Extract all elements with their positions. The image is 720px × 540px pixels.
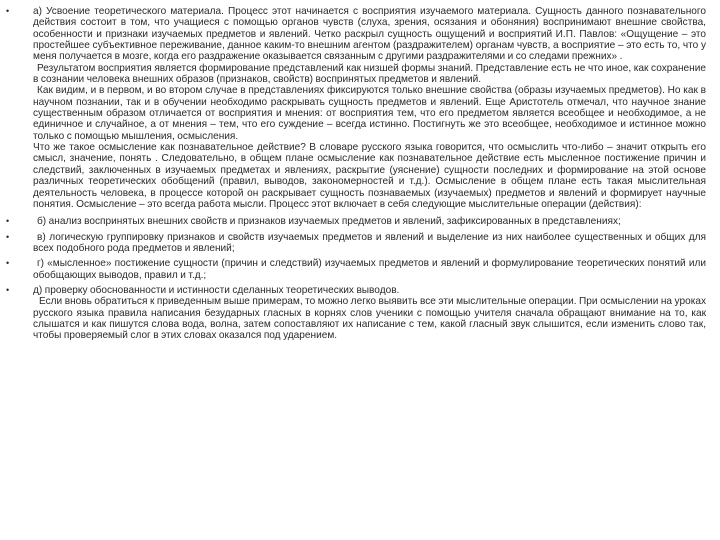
paragraph: б) анализ воспринятых внешних свойств и признаков изучаемых предметов и явлений, зафиксированных в представлениях; [37,216,621,228]
paragraph: г) «мысленное» постижение сущности (причин и следствий) изучаемых предметов и явлений и формулирование теоретических понятий или обобщающих выводов, правил и т.д.; [33,258,706,281]
list-item [6,232,706,255]
paragraph: Если вновь обратиться к приведенным выше примерам, то можно легко выявить все эти мыслительные операции. При осмыслении на уроках русского языка правила написания безударных гласных в корнях слов ученики с помощью учителя сначала обращают внимание на то, как слышатся и как пишутся слова вода, волна, затем сопоставляют их написание с тем, какой гласный звук слышится, если изменить слово так, чтобы проверяемый слог в этих словах оказался под ударением. [33,296,706,342]
bullet-icon: • [6,6,10,16]
bullet-icon: • [6,231,10,242]
paragraph: а) Усвоение теоретического материала. Процесс этот начинается с восприятия изучаемого материала. Сущность данного познавательного действия состоит в том, что учащиеся с помощью органов чувств (слуха, зрения, осязания и обоняния) воспринимают внешние свойства, особенности и признаки изучаемых предметов и явлений. Четко раскрыл сущность ощущений и восприятий И.П. Павлов: «Ощущение – это простейшее субъективное переживание, данное каким-то внешним агентом (раздражителем) органам чувств, а восприятие – это есть то, что у меня получается в мозге, когда его раздражение оказывается связанным с другими раздражителями и со следами прежних» . [33,6,706,63]
paragraph: д) проверку обоснованности и истинности сделанных теоретических выводов. [33,284,400,296]
paragraph: Результатом восприятия является формирование представлений как низшей формы знаний. Представление есть не что иное, как сохранение в сознании человека внешних образов (признаков, свойств) воспринятых предметов и явлений. [33,62,706,86]
bullet-icon: • [6,284,10,295]
bullet-list [6,6,706,342]
bullet-icon: • [6,216,10,227]
paragraph: Как видим, и в первом, и во втором случае в представлениях фиксируются только внешние свойства (образы изучаемых предметов). Но как в научном познании, так и в обучении необходимо раскрывать сущность предметов и явлений. Еще Аристотель отмечал, что научное знание существенным образом отличается от восприятия и мнения: от восприятия тем, что его предметом является всеобщее и необходимое, а не единичное и случайное, а от мнения – тем, что его суждение – всегда истинно. Постигнуть же это всеобщее, необходимое и истинное можно только с помощью мышления, осмысления. [33,85,706,142]
bullet-icon: • [6,258,10,269]
paragraph: в) логическую группировку признаков и свойств изучаемых предметов и явлений и выделение из них наиболее существенных и общих для всех подобного рода предметов и явлений; [33,231,706,254]
paragraph: Что же такое осмысление как познавательное действие? В словаре русского языка говорится, что осмыслить что-либо – значит открыть его смысл, значение, понять . Следовательно, в общем плане осмысление как познавательное действие есть мысленное постижение причин и следствий, заключенных в изучаемых предметах и явлениях, раскрытие (уяснение) сущности последних и формирование на этой основе различных теоретических обобщений (правил, выводов, закономерностей и т.д.). Осмысление в общем плане есть такая мыслительная деятельность человека, в процессе которой он раскрывает сущность познаваемых (изучаемых) предметов и явлений и формирует научные понятия. Осмысление – это всегда работа мысли. Процесс этот включает в себя следующие мыслительные операции (действия): [33,142,706,210]
list-item [6,6,706,210]
list-item [6,216,706,227]
list-item [6,258,706,281]
list-item [6,285,706,342]
